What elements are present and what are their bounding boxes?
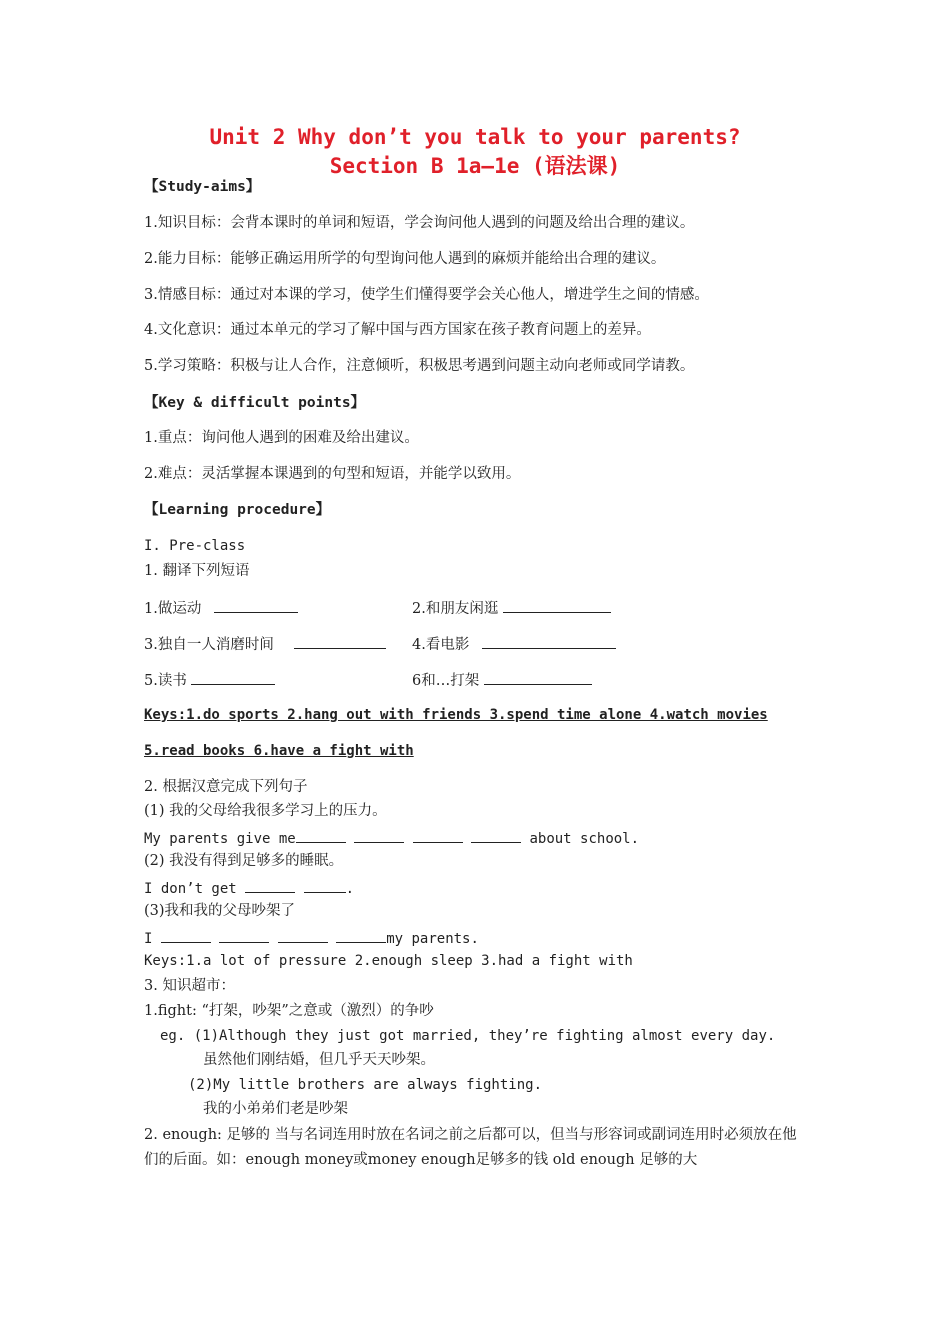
study-aim-3: 3.情感目标：通过对本课的学习，使学生们懂得要学会关心他人，增进学生之间的情感。 [144,287,709,303]
answer-blank[interactable] [304,877,346,893]
sentence-3-en [144,927,479,949]
answer-blank[interactable] [294,633,386,649]
key-points-header: 【Key & difficult points】 [144,395,366,411]
answer-blank[interactable] [413,827,463,843]
phrase-5-label: 5.读书 [144,673,187,689]
phrase-2 [412,597,611,619]
answer-blank[interactable] [336,927,386,943]
answer-blank[interactable] [471,827,521,843]
sentence-1-prefix: My parents give me [144,831,296,847]
key-point-1: 1.重点：询问他人遇到的困难及给出建议。 [144,430,419,446]
phrase-6 [412,669,592,691]
task3-heading: 3. 知识超市： [144,978,235,994]
fight-example-2-cn: 我的小弟弟们老是吵架 [203,1101,348,1117]
phrase-1-label: 1.做运动 [144,601,202,617]
keys-1-line-2: 5.read books 6.have a fight with [144,743,414,759]
study-aim-2: 2.能力目标：能够正确运用所学的句型询问他人遇到的麻烦并能给出合理的建议。 [144,251,666,267]
sentence-2-cn: (2) 我没有得到足够多的睡眠。 [144,853,344,869]
sentence-2-en [144,877,354,899]
answer-blank[interactable] [296,827,346,843]
phrase-5 [144,669,275,691]
answer-blank[interactable] [161,927,211,943]
answer-blank[interactable] [191,669,275,685]
key-point-2: 2.难点：灵活掌握本课遇到的句型和短语，并能学以致用。 [144,466,521,482]
phrase-1 [144,597,298,619]
sentence-3-suffix: my parents. [386,931,479,947]
sentence-3-prefix: I [144,931,153,947]
answer-blank[interactable] [245,877,295,893]
fight-example-1-en: eg. (1)Although they just got married, they’re fighting almost every day. [160,1028,776,1044]
phrase-2-label: 2.和朋友闲逛 [412,601,499,617]
phrase-3-label: 3.独自一人消磨时间 [144,637,274,653]
phrase-4-label: 4.看电影 [412,637,470,653]
fight-example-2-en: (2)My little brothers are always fighting. [188,1077,543,1093]
answer-blank[interactable] [214,597,298,613]
fight-example-1-cn: 虽然他们刚结婚，但几乎天天吵架。 [203,1052,435,1068]
answer-blank[interactable] [354,827,404,843]
procedure-header: 【Learning procedure】 [144,502,331,518]
answer-blank[interactable] [482,633,616,649]
phrase-3 [144,633,386,655]
sentence-1-suffix: about school. [529,831,640,847]
period: . [345,881,355,897]
answer-blank[interactable] [484,669,592,685]
sentence-2-prefix: I don’t get [144,881,237,897]
study-aims-header: 【Study-aims】 [144,179,261,195]
task2-heading: 2. 根据汉意完成下列句子 [144,779,308,795]
unit-title: Unit 2 Why don’t you talk to your parents? [209,125,741,149]
sentence-1-en [144,827,639,849]
phrase-6-label: 6和…打架 [412,673,480,689]
enough-definition: 2. enough: 足够的 当与名词连用时放在名词之前之后都可以，但当与形容词或副词连用时必须放在他们的后面。如：enough money或money enough足够多的钱 old enough 足够的大 [144,1127,797,1168]
sentence-1-cn: (1) 我的父母给我很多学习上的压力。 [144,803,387,819]
keys-2: Keys:1.a lot of pressure 2.enough sleep 3.had a fight with [144,953,633,969]
phrase-4 [412,633,616,655]
study-aim-4: 4.文化意识：通过本单元的学习了解中国与西方国家在孩子教育问题上的差异。 [144,322,651,338]
keys-1-line-1: Keys:1.do sports 2.hang out with friends 3.spend time alone 4.watch movies [144,707,768,723]
task1-heading: 1. 翻译下列短语 [144,563,250,579]
answer-blank[interactable] [219,927,269,943]
answer-blank[interactable] [503,597,611,613]
study-aim-5: 5.学习策略：积极与让人合作，注意倾听，积极思考遇到问题主动向老师或同学请教。 [144,358,695,374]
section-title: Section B 1a—1e (语法课) [329,154,621,178]
study-aim-1: 1.知识目标：会背本课时的单词和短语，学会询问他人遇到的问题及给出合理的建议。 [144,215,695,231]
sentence-3-cn: (3)我和我的父母吵架了 [144,903,296,919]
answer-blank[interactable] [278,927,328,943]
pre-class-heading: I. Pre-class [144,538,246,554]
fight-definition: 1.fight: “打架，吵架”之意或（激烈）的争吵 [144,1003,434,1019]
